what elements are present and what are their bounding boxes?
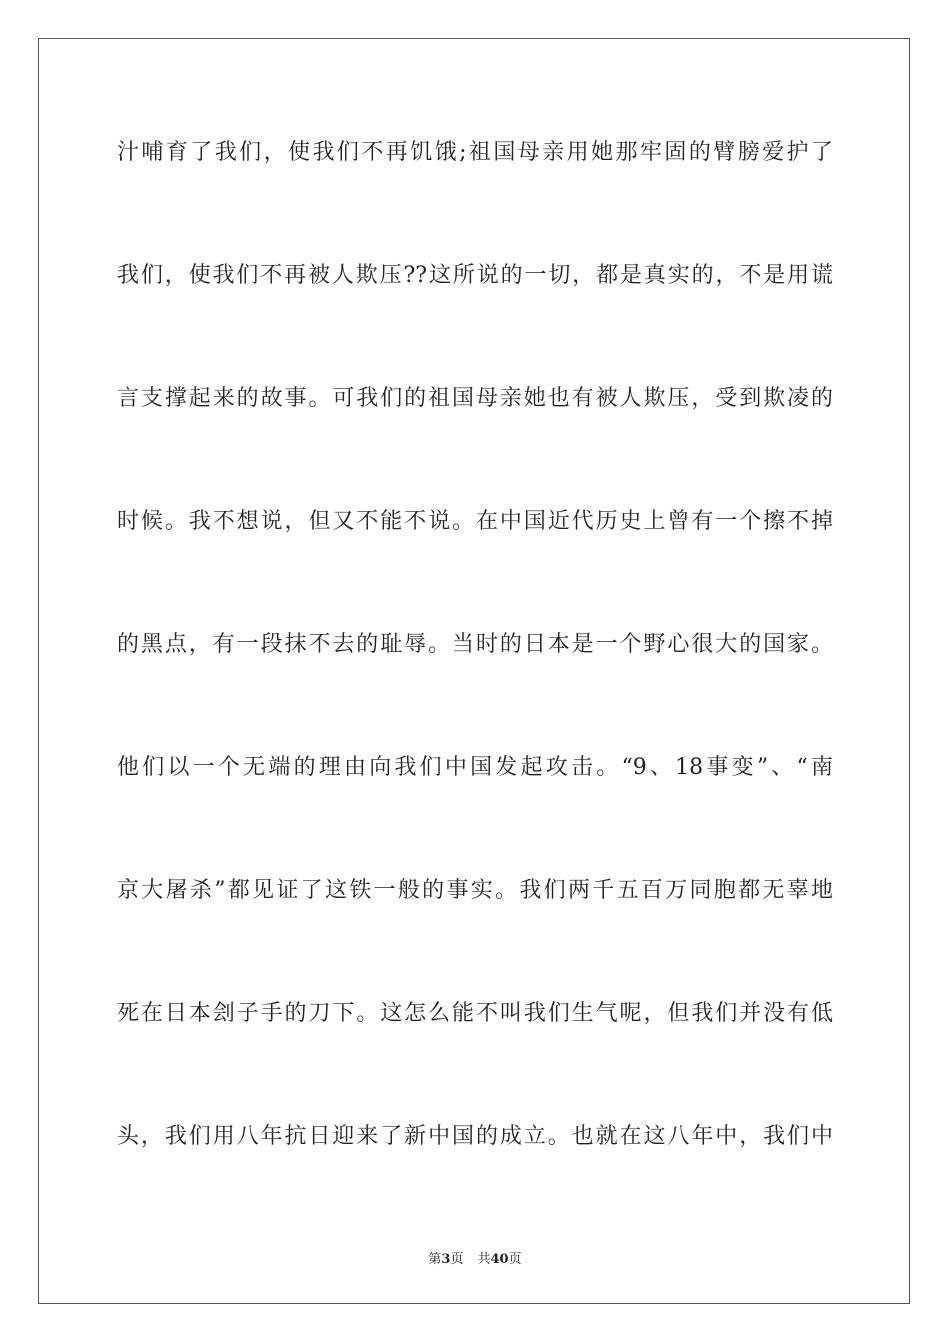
text-line-1: 汁哺育了我们，使我们不再饥饿;祖国母亲用她那牢固的臂膀爱护了 [117,140,833,165]
body-text [117,123,833,1230]
page-prefix: 第 [428,1252,442,1267]
text-line-4: 时候。我不想说，但又不能不说。在中国近代历史上曾有一个擦不掉 [117,509,833,534]
total-suffix: 页 [508,1252,522,1267]
text-line-9: 头，我们用八年抗日迎来了新中国的成立。也就在这八年中，我们中 [117,1124,833,1149]
text-line-5: 的黑点，有一段抹不去的耻辱。当时的日本是一个野心很大的国家。 [117,632,833,657]
text-line-3: 言支撑起来的故事。可我们的祖国母亲她也有被人欺压，受到欺凌的 [117,386,833,411]
total-pages: 40 [490,1252,509,1267]
total-prefix: 共 [477,1252,491,1267]
text-line-6: 他们以一个无端的理由向我们中国发起攻击。“9、18事变”、“南 [117,755,833,780]
text-line-2: 我们，使我们不再被人欺压??这所说的一切，都是真实的，不是用谎 [117,263,833,288]
page-number: 3 [441,1252,451,1267]
text-line-7: 京大屠杀”都见证了这铁一般的事实。我们两千五百万同胞都无辜地 [117,878,833,903]
page-footer [0,1248,950,1267]
text-line-8: 死在日本刽子手的刀下。这怎么能不叫我们生气呢，但我们并没有低 [117,1001,833,1026]
page-suffix: 页 [450,1252,464,1267]
